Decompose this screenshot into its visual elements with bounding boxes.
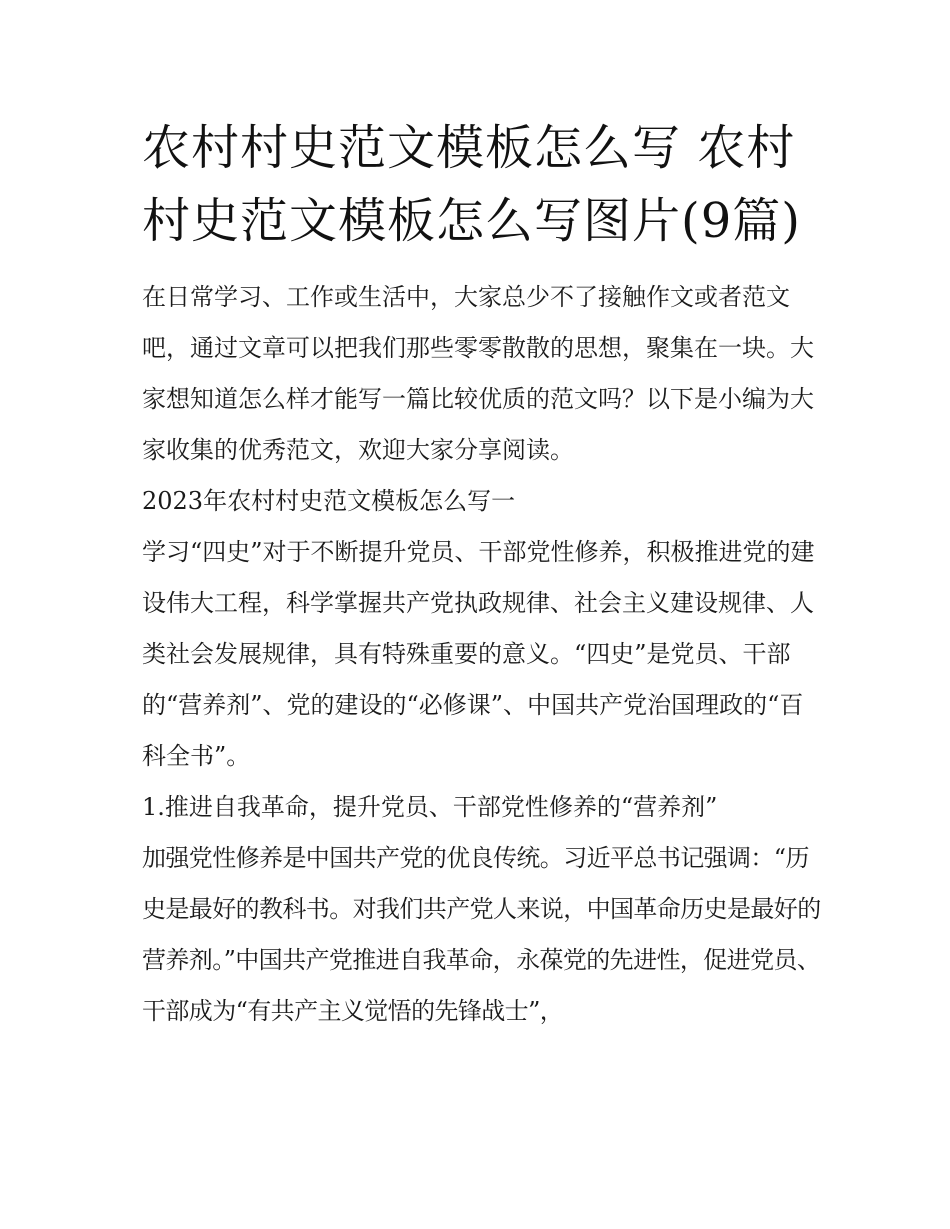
- body-paragraph: 学习“四史”对于不断提升党员、干部党性修养，积极推进党的建设伟大工程，科学掌握共产党执政规律、社会主义建设规律、人类社会发展规律，具有特殊重要的意义。“四史”是党员、干部的“营养剂”、党的建设的“必修课”、中国共产党治国理政的“百科全书”。: [142, 538, 815, 770]
- document-title: 农村村史范文模板怎么写 农村村史范文模板怎么写图片(9篇): [142, 120, 801, 249]
- intro-paragraph: 在日常学习、工作或生活中，大家总少不了接触作文或者范文吧，通过文章可以把我们那些零零散散的思想，聚集在一块。大家想知道怎么样才能写一篇比较优质的范文吗？以下是小编为大家收集的优秀范文，欢迎大家分享阅读。: [142, 283, 814, 464]
- subsection-heading: 1.推进自我革命，提升党员、干部党性修养的“营养剂”: [142, 793, 718, 821]
- section-heading: 2023年农村村史范文模板怎么写一: [142, 487, 516, 515]
- document-body: [142, 112, 822, 1037]
- body-paragraph: 加强党性修养是中国共产党的优良传统。习近平总书记强调：“历史是最好的教科书。对我们共产党人来说，中国革命历史是最好的营养剂。”中国共产党推进自我革命，永葆党的先进性，促进党员、干部成为“有共产主义觉悟的先锋战士”，: [142, 844, 821, 1025]
